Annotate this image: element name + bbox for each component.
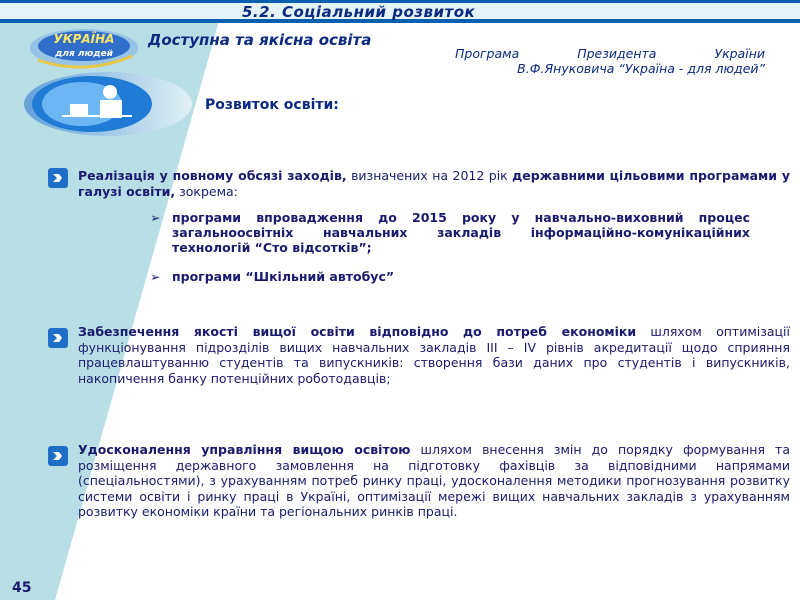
block-bold-text: Удосконалення управління вищою освітою (78, 442, 411, 457)
block-implementation (78, 168, 790, 199)
education-development-label: Розвиток освіти: (205, 97, 339, 113)
section-title: 5.2. Соціальний розвиток (242, 3, 476, 21)
ukraine-for-people-logo (28, 26, 140, 72)
list-item (150, 269, 750, 284)
arrowhead-bullet-icon: ➢ (150, 269, 161, 284)
block-bold-text: Реалізація у повному обсязі заходів, (78, 168, 347, 183)
block-text: шляхом внесення змін до порядку формування та розміщення державного замовлення на підготовку фахівців за відповідними напрямами (спеціальностями), з урахуванням потреб ринку праці, удосконалення методики прогнозування розвитку системи освіти і ринку праці в Україні, оптимізації мережі вищих навчальних закладів з урахуванням розвитку економіки країни та регіональних ринків праці. (78, 442, 790, 519)
list-item (150, 210, 750, 255)
program-word: Президента (577, 46, 657, 61)
page-subtitle: Доступна та якісна освіта (148, 31, 372, 49)
education-banner-image (22, 70, 194, 138)
block-text: шляхом оптимізації функціонування підрозділів вищих навчальних закладів ІІІ – ІV рівнів акредитації щодо сприяння працевлаштуванню студентів та випускників: створення бази даних про студентів і випускників, накопичення банку потенційних роботодавців; (78, 324, 790, 386)
page-number: 45 (12, 580, 32, 596)
block-text: визначених на 2012 рік (346, 168, 513, 183)
block-bold-text: державними цільовими програмами у галузі освіти, (78, 168, 791, 199)
program-reference (405, 46, 765, 76)
program-line-1 (405, 46, 765, 61)
block-text: зокрема: (175, 183, 238, 199)
program-line-2: В.Ф.Януковича “Україна - для людей” (517, 61, 765, 76)
arrowhead-bullet-icon: ➢ (150, 210, 161, 225)
arrow-bullet-icon (48, 328, 68, 348)
block-management (78, 442, 790, 520)
block-bold-text: Забезпечення якості вищої освіти відповідно до потреб економіки (78, 324, 637, 339)
list-item-text: програми впровадження до 2015 року у навчально-виховний процес загальноосвітніх навчальних закладів інформаційно-комунікаційних технологій “Сто відсотків”; (172, 210, 750, 255)
list-item-text: програми “Шкільний автобус” (172, 269, 395, 284)
program-word: Програма (455, 46, 520, 61)
program-sub-list (150, 210, 750, 284)
block-quality (78, 324, 790, 386)
arrow-bullet-icon (48, 168, 68, 188)
arrow-bullet-icon (48, 446, 68, 466)
svg-text:для людей: для людей (55, 49, 113, 59)
svg-text:УКРАЇНА: УКРАЇНА (53, 32, 115, 46)
program-word: України (714, 46, 765, 61)
